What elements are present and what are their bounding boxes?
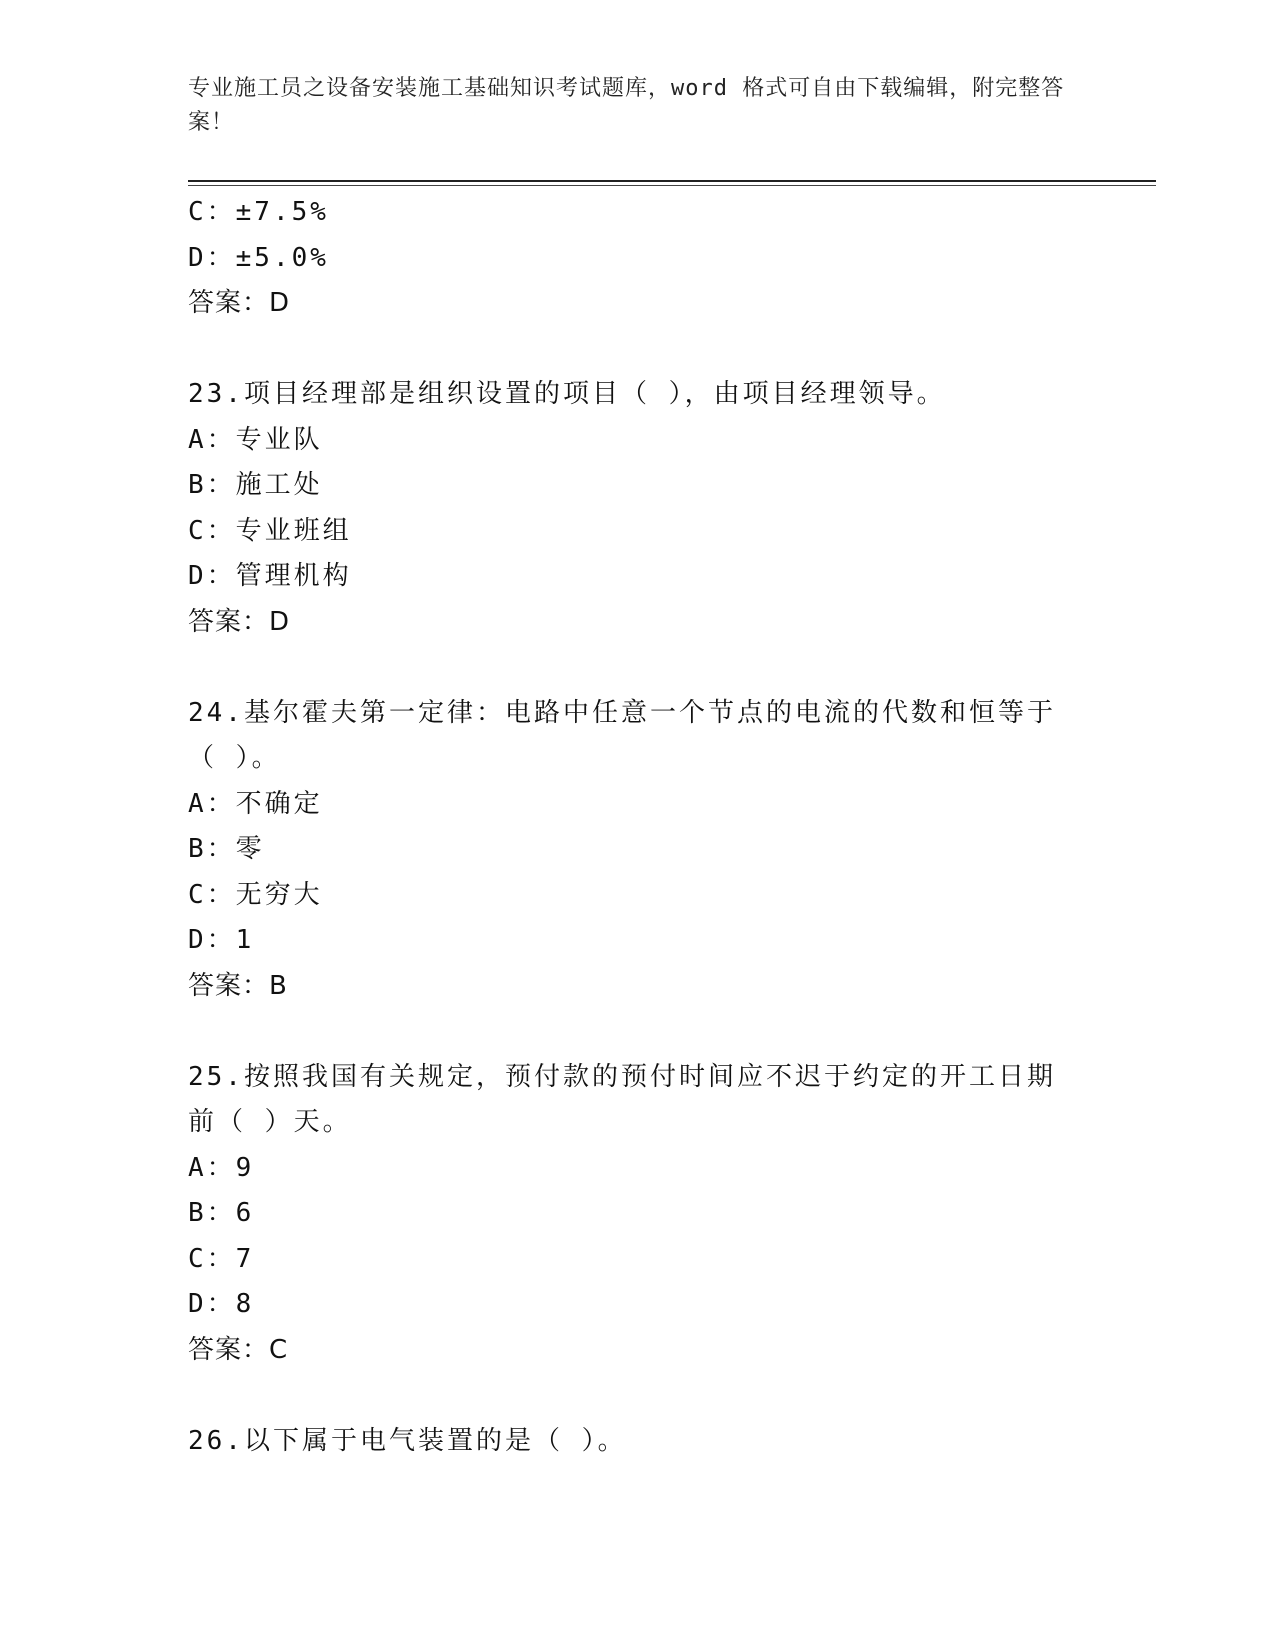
question-stem: 26.以下属于电气装置的是（ ）。 xyxy=(188,1425,627,1456)
option-text: ±5.0% xyxy=(235,242,329,273)
option-c xyxy=(188,1237,1088,1283)
option-label: D： xyxy=(188,925,236,955)
option-text: 不确定 xyxy=(235,788,323,819)
option-label: B： xyxy=(188,1198,236,1228)
option-c xyxy=(188,873,1088,919)
spacer xyxy=(188,327,1088,373)
option-label: C： xyxy=(188,515,236,546)
option-text: 无穷大 xyxy=(235,879,323,910)
header-rule-thick xyxy=(188,180,1156,182)
option-label: A： xyxy=(188,424,236,455)
option-d xyxy=(188,1282,1088,1328)
option-d xyxy=(188,918,1088,964)
answer-line: 答案：B xyxy=(188,970,288,1001)
option-label: D： xyxy=(188,242,236,273)
option-label: D： xyxy=(188,1289,236,1319)
option-a xyxy=(188,1146,1088,1192)
option-a xyxy=(188,782,1088,828)
question-stem: 23.项目经理部是组织设置的项目（ ），由项目经理领导。 xyxy=(188,379,946,409)
option-b xyxy=(188,827,1088,873)
question-content xyxy=(188,190,1088,1464)
option-text: 1 xyxy=(235,925,255,955)
answer-line: 答案：D xyxy=(188,606,291,637)
option-b xyxy=(188,1191,1088,1237)
page-header: 专业施工员之设备安装施工基础知识考试题库，word 格式可自由下载编辑，附完整答案！ xyxy=(188,76,1065,135)
header-rule-thin xyxy=(188,185,1156,186)
answer-line: 答案：D xyxy=(188,288,291,318)
option-d xyxy=(188,236,1088,282)
option-text: 管理机构 xyxy=(235,561,352,591)
option-label: C： xyxy=(188,879,236,910)
option-d xyxy=(188,554,1088,600)
option-label: A： xyxy=(188,1152,236,1183)
option-b xyxy=(188,463,1088,509)
option-text: 施工处 xyxy=(235,470,323,500)
question-stem: 24.基尔霍夫第一定律：电路中任意一个节点的电流的代数和恒等于（ ）。 xyxy=(188,697,1056,773)
option-c xyxy=(188,190,1088,236)
option-text: 6 xyxy=(235,1198,255,1228)
spacer xyxy=(188,1009,1088,1055)
option-text: ±7.5% xyxy=(235,197,329,227)
option-text: 专业班组 xyxy=(235,515,352,546)
option-text: 专业队 xyxy=(235,424,323,455)
option-text: 零 xyxy=(235,834,265,864)
option-label: C： xyxy=(188,1243,236,1274)
option-text: 7 xyxy=(235,1243,255,1274)
option-label: A： xyxy=(188,788,236,819)
option-text: 9 xyxy=(235,1152,255,1183)
spacer xyxy=(188,645,1088,691)
option-c xyxy=(188,509,1088,555)
answer-line: 答案：C xyxy=(188,1334,289,1365)
option-label: C： xyxy=(188,197,236,227)
option-label: D： xyxy=(188,561,236,591)
option-label: B： xyxy=(188,470,236,500)
spacer xyxy=(188,1373,1088,1419)
option-text: 8 xyxy=(235,1289,255,1319)
question-stem: 25.按照我国有关规定，预付款的预付时间应不迟于约定的开工日期前（ ）天。 xyxy=(188,1061,1056,1137)
option-label: B： xyxy=(188,834,236,864)
option-a xyxy=(188,418,1088,464)
